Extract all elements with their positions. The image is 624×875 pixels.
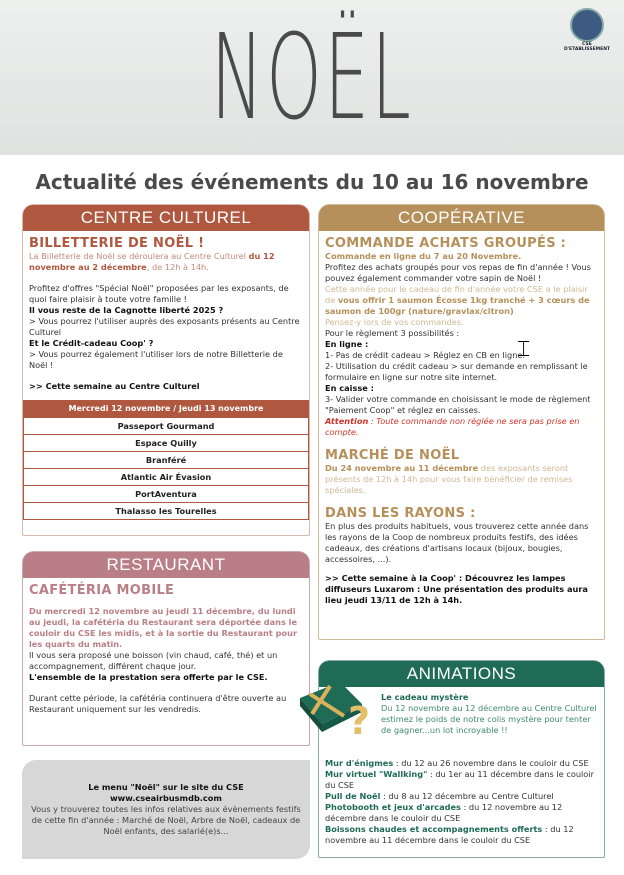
label: En caisse : [325,383,374,393]
warning: Attention : Toute commande non réglée ne sera pas prise en compte. [325,416,580,437]
cooperative-section [318,204,605,640]
list-item: Boissons chaudes et accompagnements offerts : du 12 novembre au 11 décembre dans le couloir du CSE [325,824,574,845]
intro: La Billetterie de Noël se déroulera au Centre Culturel du 12 novembre au 2 décembre, de 12h à 14h. [29,251,275,272]
website-link[interactable]: www.cseairbusmdb.com [110,793,222,803]
exhibitor-table [23,400,309,520]
section-heading: COOPÉRATIVE [319,205,604,231]
text: 3- Valider votre commande en choisissant le mode de règlement "Paiement Coop" et réglez en caisses. [325,394,591,415]
label: En ligne : [325,339,369,349]
text: >> Cette semaine à la Coop' : Découvrez les lampes diffuseurs Luxarom : Une présentation des produits aura lieu jeudi 13/11 de 12h à 14h. [325,573,588,605]
subtitle: COMMANDE ACHATS GROUPÉS : [325,236,567,251]
text: Vous y trouverez toutes les infos relatives aux évènements festifs de cette fin d'année : Marché de Noël, Arbre de Noël, cadeaux de Noël enfants, des salarié(e)s... [31,804,301,836]
text: Profitez des achats groupés pour vos repas de fin d'année ! Vous pouvez également commander votre sapin de Noël ! [325,262,591,283]
subtitle: BILLETTERIE DE NOËL ! [29,236,205,251]
text: Durant cette période, la cafétéria continuera d'être ouverte au Restaurant uniquement sur les vendredis. [29,693,287,714]
gift-text: Cette année pour le cadeau de fin d'année votre CSE a le plaisir de vous offrir 1 saumon Écosse 1kg tranché + 3 cœurs de saumon de 100gr (nature/gravlax/citron). [325,284,590,316]
table-row: Atlantic Air Évasion [23,469,309,486]
text: Du 24 novembre au 11 décembre des exposants seront présents de 12h à 14h pour vous faire bénéficier de remises spéciales. [325,463,573,495]
website-info [22,760,310,859]
table-row: Espace Quilly [23,435,309,452]
question: Il vous reste de la Cagnotte liberté 2025 ? [29,305,224,315]
text: Pensez-y lors de vos commandes. [325,317,464,327]
text: Pour le règlement 3 possibilités : [325,328,460,338]
text: 1- Pas de crédit cadeau > Réglez en CB en ligne. [325,350,526,360]
subtitle: DANS LES RAYONS : [325,506,476,521]
table-row: PortAventura [23,486,309,503]
header-banner [0,0,624,155]
text: Le cadeau mystère [381,692,469,702]
hero-title: NOËL [210,8,414,146]
text: Commande en ligne du 7 au 20 Novembre. [325,251,522,261]
text: > Vous pourrez également l'utiliser lors de notre Billetterie de Noël ! [29,349,283,370]
section-heading: ANIMATIONS [319,661,604,687]
text: > Vous pourrez l'utiliser auprès des exposants présents au Centre Culturel [29,316,300,337]
page-title: Actualité des événements du 10 au 16 novembre [35,170,589,194]
question: Et le Crédit-cadeau Coop' ? [29,338,154,348]
table-row: Passeport Gourmand [23,418,309,435]
text: En plus des produits habituels, vous trouverez cette année dans les rayons de la Coop de nombreux produits festifs, des idées cadeaux, des créations d'artisans locaux (bijoux, bougies, accessoires, ...). [325,521,589,564]
table-row: Branféré [23,452,309,469]
text: Profitez d'offres "Spécial Noël" proposées par les exposants, de quoi faire plaisir à toute votre famille ! [29,283,289,304]
subtitle: MARCHÉ DE NOËL [325,448,460,463]
centre-culturel-section [22,204,310,536]
subtitle: CAFÉTÉRIA MOBILE [29,583,175,598]
list-item: Mur virtuel "Wallking" : du 1er au 11 décembre dans le couloir du CSE [325,769,594,790]
cse-logo: CSE D'ETABLISSEMENT [562,8,612,52]
list-item: Photobooth et jeux d'arcades : du 12 novembre au 12 décembre dans le couloir du CSE [325,802,563,823]
text: Le menu "Noël" sur le site du CSE [88,782,244,792]
text: Du 12 novembre au 12 décembre au Centre Culturel estimez le poids de notre colis mystère pour tenter de gagner...un lot incroyable !! [381,703,597,735]
text: L'ensemble de la prestation sera offerte par le CSE. [29,672,268,682]
table-row: Thalasso les Tourelles [23,503,309,520]
section-heading: CENTRE CULTUREL [23,205,309,231]
section-heading: RESTAURANT [23,552,309,578]
text: 2- Utilisation du crédit cadeau > sur demande en remplissant le formulaire en ligne sur notre site internet. [325,361,588,382]
text-cursor-icon: ⌶ [517,337,531,362]
text: Il vous sera proposé une boisson (vin chaud, café, thé) et un accompagnement, différent chaque jour. [29,650,278,671]
table-header: Mercredi 12 novembre / Jeudi 13 novembre [23,400,309,418]
list-item: Pull de Noël : du 8 au 12 décembre au Centre Culturel [325,791,554,801]
svg-text:?: ? [348,699,371,738]
text: Du mercredi 12 novembre au jeudi 11 décembre, du lundi au jeudi, la cafétéria du Restaurant sera déportée dans le couloir du CSE les midis, et à la sortie du Restaurant pour les quarts du matin. [29,606,298,649]
list-item: Mur d'énigmes : du 12 au 26 novembre dans le couloir du CSE [325,758,589,768]
restaurant-section [22,551,310,746]
week-label: >> Cette semaine au Centre Culturel [29,381,200,391]
gift-question-icon [296,676,376,738]
